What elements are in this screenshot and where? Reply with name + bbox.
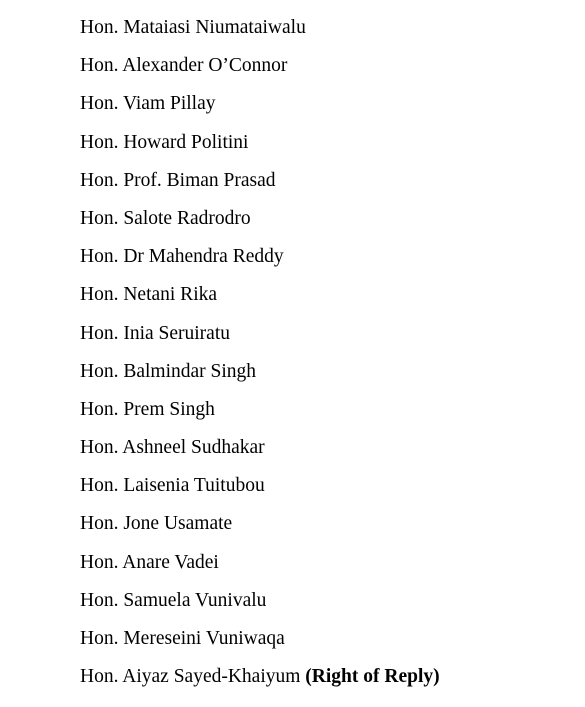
- list-item: [80, 434, 440, 472]
- list-item: [80, 205, 440, 243]
- list-item: [80, 549, 440, 587]
- member-name: Hon. Mereseini Vuniwaqa: [80, 628, 285, 649]
- list-item: [80, 90, 440, 128]
- member-name: Hon. Dr Mahendra Reddy: [80, 246, 284, 268]
- list-item: [80, 243, 440, 281]
- member-name: Hon. Laisenia Tuitubou: [80, 475, 265, 497]
- member-name: Hon. Inia Seruiratu: [80, 322, 231, 344]
- list-item: [80, 472, 440, 510]
- member-name: Hon. Howard Politini: [80, 131, 249, 153]
- member-name: Hon. Jone Usamate: [80, 513, 233, 535]
- member-name: Hon. Viam Pillay: [80, 93, 216, 115]
- list-item: [80, 510, 440, 548]
- list-item: [80, 14, 440, 52]
- member-name: Hon. Alexander O’Connor: [80, 55, 288, 77]
- list-item: [80, 587, 440, 625]
- member-list: [80, 14, 440, 701]
- member-name: Hon. Netani Rika: [80, 284, 218, 306]
- list-item: [80, 281, 440, 319]
- member-name: Hon. Ashneel Sudhakar: [80, 437, 265, 459]
- list-item: [80, 663, 440, 701]
- member-name: Hon. Salote Radrodro: [80, 207, 251, 229]
- list-item: [80, 167, 440, 205]
- member-name: Hon. Prem Singh: [80, 398, 215, 420]
- list-item: [80, 358, 440, 396]
- member-name: Hon. Prof. Biman Prasad: [80, 169, 276, 191]
- list-item: [80, 52, 440, 90]
- list-item: [80, 129, 440, 167]
- list-item: [80, 396, 440, 434]
- list-item: [80, 625, 440, 663]
- member-name: Hon. Balmindar Singh: [80, 360, 257, 382]
- member-name: Hon. Aiyaz Sayed-Khaiyum: [80, 666, 301, 688]
- list-item: [80, 320, 440, 358]
- member-name: Hon. Anare Vadei: [80, 551, 219, 573]
- member-name: Hon. Mataiasi Niumataiwalu: [80, 17, 306, 38]
- right-of-reply-note: (Right of Reply): [305, 666, 440, 688]
- member-name: Hon. Samuela Vunivalu: [80, 589, 267, 611]
